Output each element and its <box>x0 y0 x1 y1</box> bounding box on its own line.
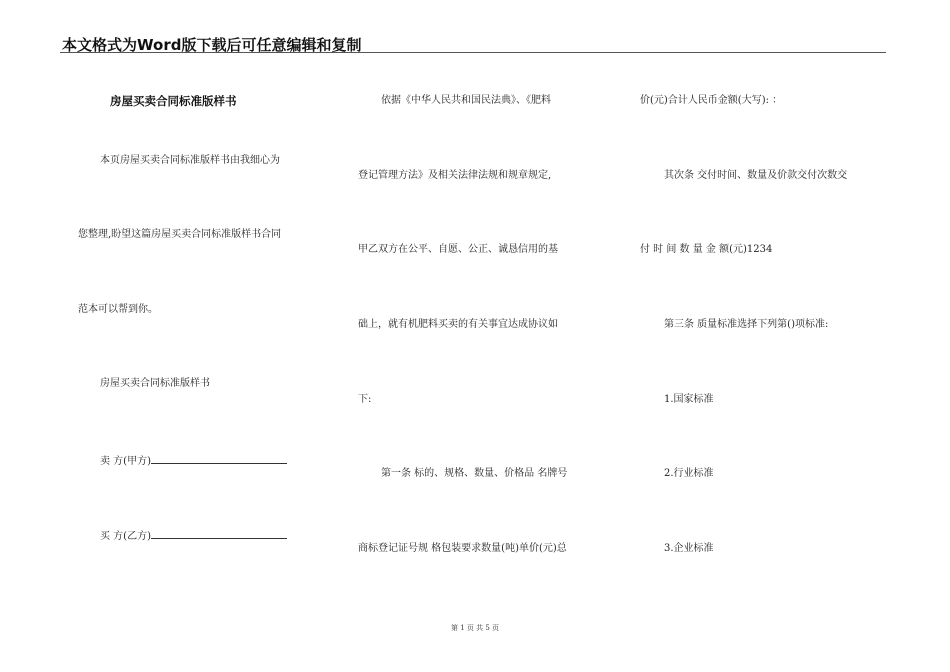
total-amount-line: 价(元)合计人民币金额(大写): ： <box>640 95 783 106</box>
clause-text-line-2: 登记管理方法》及相关法律法规和规章规定, <box>358 170 552 181</box>
standard-option-1: 1.国家标准 <box>664 394 714 405</box>
article-two-columns: 付 时 间 数 量 金 额(元)1234 <box>640 244 773 255</box>
buyer-field <box>100 528 287 543</box>
standard-option-2: 2.行业标准 <box>664 468 714 479</box>
article-two-heading: 其次条 交付时间、数量及价款交付次数交 <box>664 170 848 181</box>
article-three-heading: 第三条 质量标准选择下列第()项标准: <box>664 319 829 330</box>
clause-text-line-4: 础上，就有机肥料买卖的有关事宜达成协议如 <box>358 319 558 330</box>
document-title: 房屋买卖合同标准版样书 <box>110 94 237 108</box>
seller-field <box>100 453 287 468</box>
buyer-label: 买 方(乙方) <box>100 531 151 542</box>
article-one-columns: 商标登记证号规 格包装要求数量(吨)单价(元)总 <box>358 543 567 554</box>
download-banner: 本文格式为Word版下载后可任意编辑和复制 <box>62 36 362 54</box>
page-number: 第 1 页 共 5 页 <box>450 624 500 632</box>
clause-text-line-1: 依据《中华人民共和国民法典》、《肥料 <box>381 95 551 106</box>
seller-label: 卖 方(甲方) <box>100 456 151 467</box>
seller-blank[interactable] <box>151 453 287 464</box>
standard-option-3: 3.企业标准 <box>664 543 714 554</box>
clause-text-line-3: 甲乙双方在公平、自愿、公正、诚恳信用的基 <box>358 244 558 255</box>
contract-subtitle: 房屋买卖合同标准版样书 <box>100 378 210 389</box>
intro-line-1: 本页房屋买卖合同标准版样书由我细心为 <box>100 155 280 166</box>
intro-line-3: 范本可以帮到你。 <box>78 304 158 315</box>
buyer-blank[interactable] <box>151 528 287 539</box>
header-divider <box>60 52 886 53</box>
intro-line-2: 您整理,盼望这篇房屋买卖合同标准版样书合同 <box>78 229 282 240</box>
clause-text-line-5: 下: <box>358 394 372 405</box>
article-one-heading: 第一条 标的、规格、数量、价格品 名牌号 <box>381 468 568 479</box>
